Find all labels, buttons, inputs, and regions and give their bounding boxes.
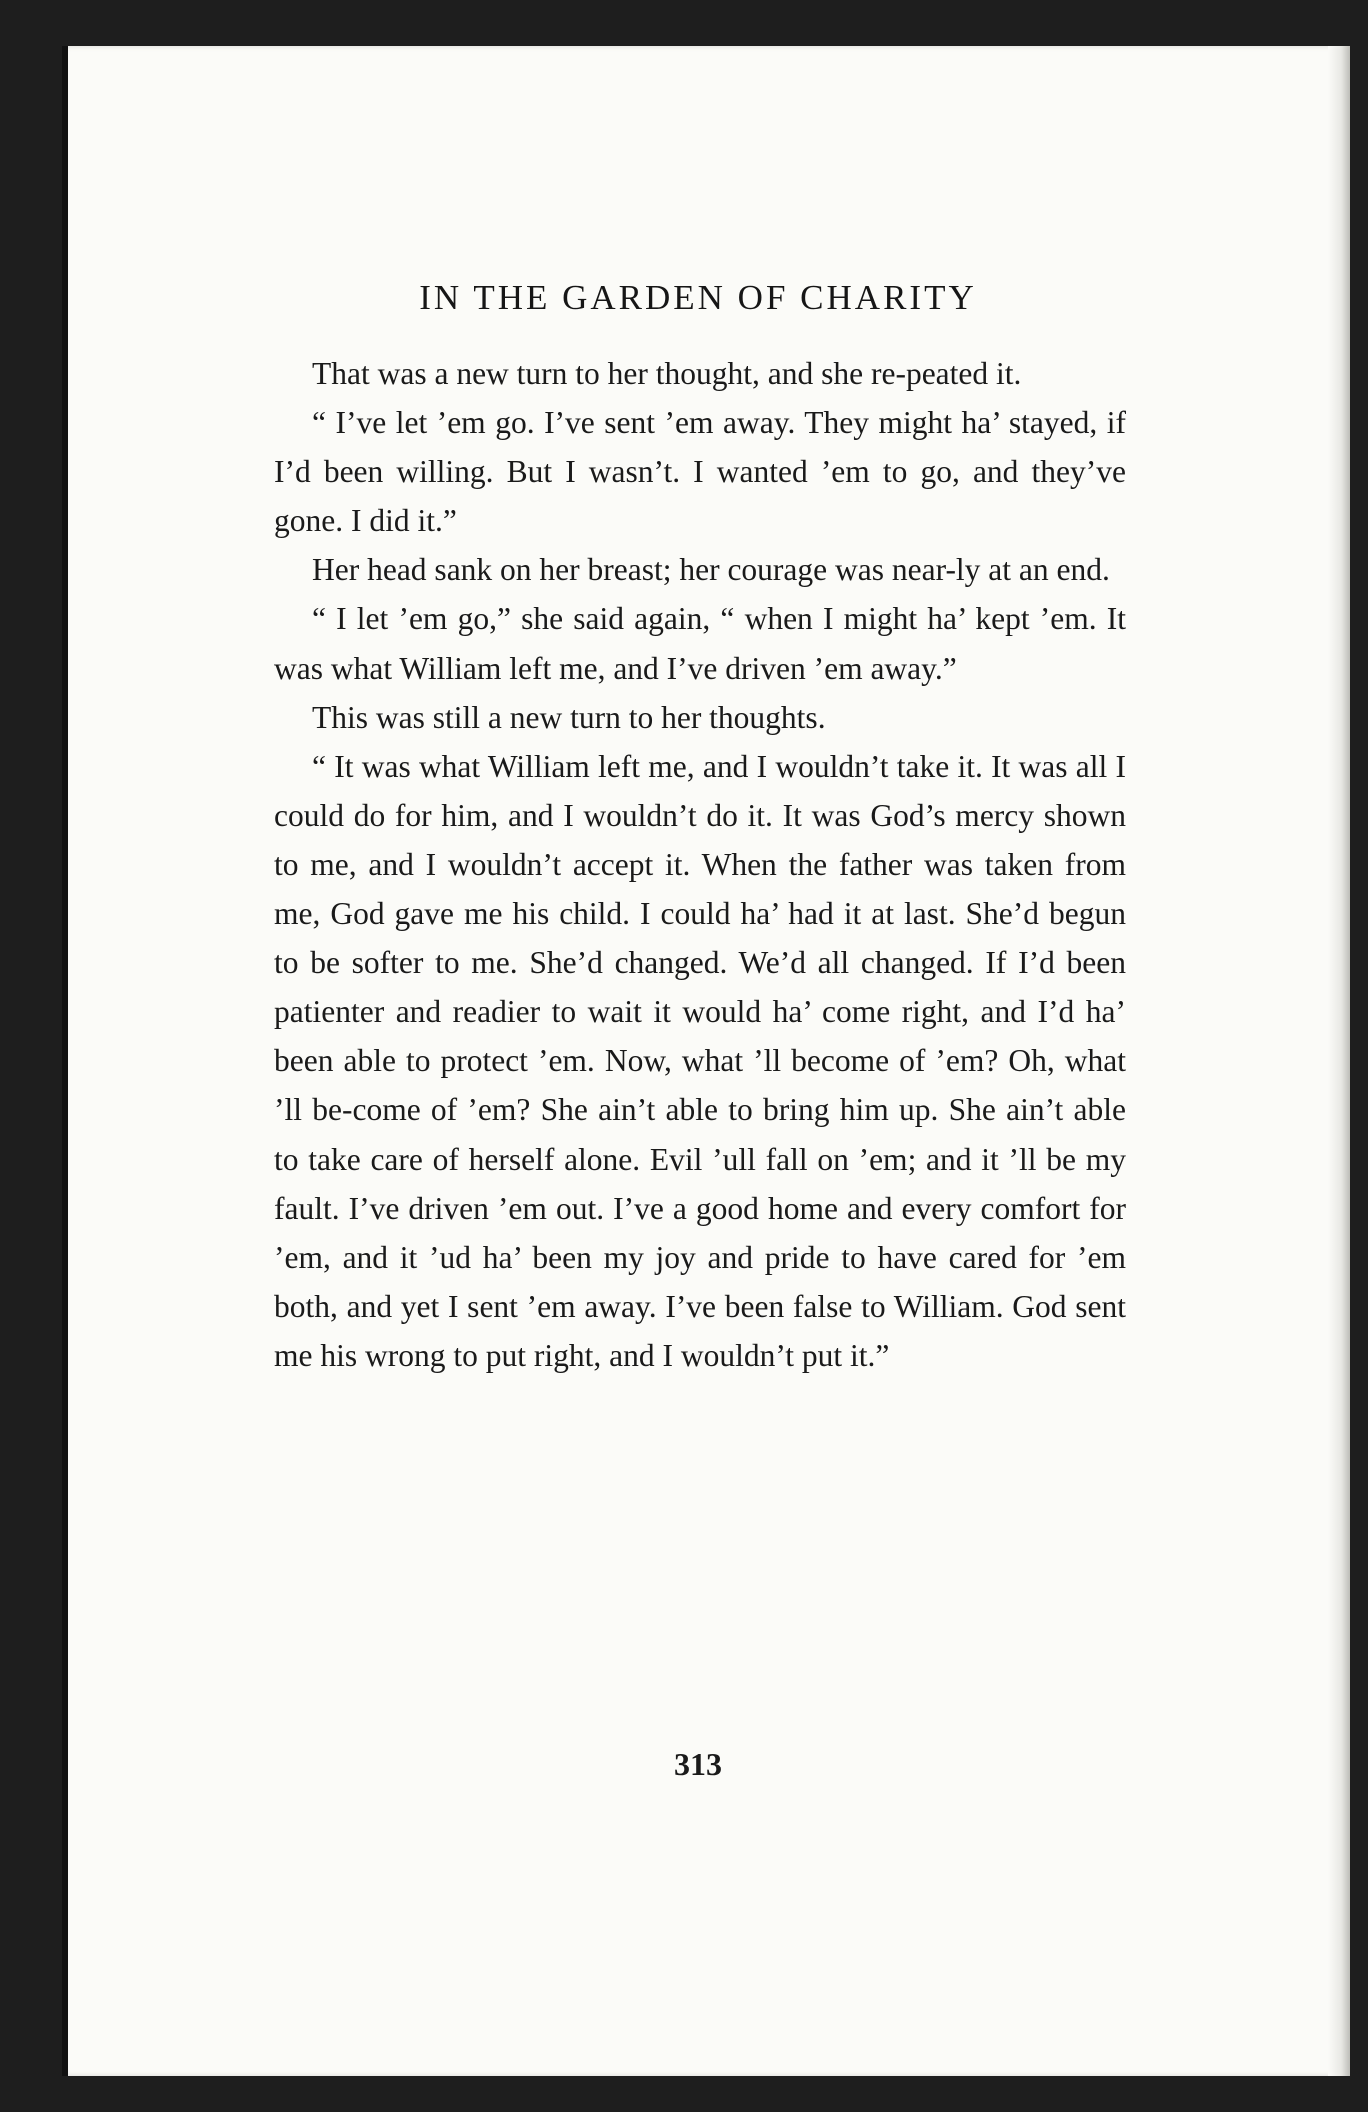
paragraph-1: That was a new turn to her thought, and she re-peated it. xyxy=(312,356,1022,391)
body-text xyxy=(274,349,1126,1380)
paragraph-3: Her head sank on her breast; her courage was near-ly at an end. xyxy=(312,552,1110,588)
paragraph-5: This was still a new turn to her thoughts. xyxy=(312,699,826,735)
paragraph-2: “ I’ve let ’em go. I’ve sent ’em away. They might ha’ stayed, if I’d been willing. But I wasn’t. I wanted ’em to go, and they’ve gone. I did it.” xyxy=(274,405,1126,539)
paragraph-6: “ It was what William left me, and I wouldn’t take it. It was all I could do for him, and I wouldn’t do it. It was God’s mercy shown to me, and I wouldn’t accept it. When the father was taken from me, God gave me his child. I could ha’ had it at last. She’d begun to be softer to me. She’d changed. We’d all changed. If I’d been patienter and readier to wait it would ha’ come right, and I’d ha’ been able to protect ’em. Now, what ’ll become of ’em? Oh, what ’ll be-come of ’em? She ain’t able to bring him up. She ain’t able to take care of herself alone. Evil ’ull fall on ’em; and it ’ll be my fault. I’ve driven ’em out. I’ve a good home and every comfort for ’em, and it ’ud ha’ been my joy and pride to have cared for ’em both, and yet I sent ’em away. I’ve been false to William. God sent me his wrong to put right, and I wouldn’t put it.” xyxy=(274,748,1126,1373)
book-page xyxy=(62,46,1350,2076)
running-head: IN THE GARDEN OF CHARITY xyxy=(419,278,977,317)
page-number: 313 xyxy=(674,1746,722,1782)
page-edge-shadow xyxy=(1328,46,1350,2076)
paragraph-4: “ I let ’em go,” she said again, “ when I might ha’ kept ’em. It was what William left me, and I’ve driven ’em away.” xyxy=(274,601,1126,686)
